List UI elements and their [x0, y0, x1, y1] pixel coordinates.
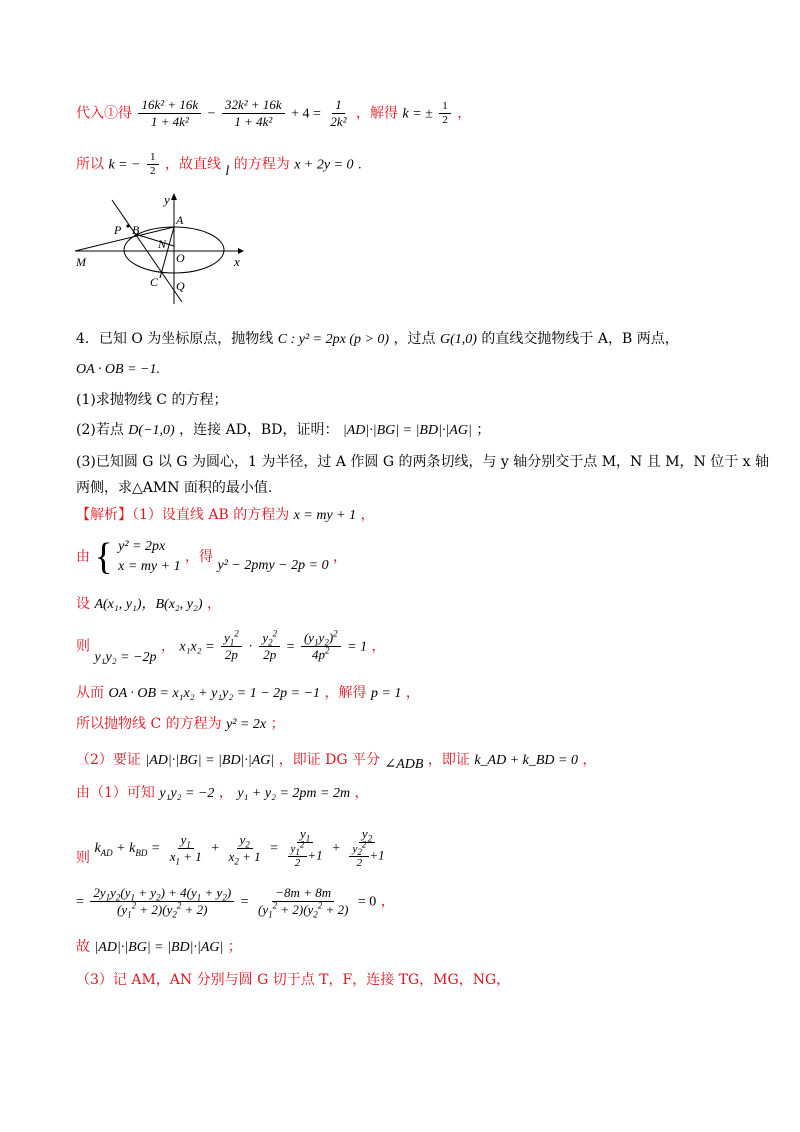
problem-4-q1: [76, 390, 227, 410]
math: l: [225, 163, 230, 179]
math: C : y² = 2px (p > 0): [277, 332, 390, 347]
text: 所以: [76, 156, 104, 173]
text: (2)若点: [76, 422, 124, 438]
problem-4-q2: [76, 420, 490, 441]
label-N: N: [158, 237, 167, 251]
label-M: M: [76, 255, 86, 269]
label-O: O: [176, 251, 185, 265]
text: ，: [371, 638, 386, 655]
solution-step-6: [76, 714, 285, 735]
text: ，过点: [393, 331, 436, 347]
text: 的直线交抛物线于 A，B 两点，: [481, 331, 679, 347]
math: y₁ + y₂ = 2pm = 2m: [237, 786, 351, 801]
text: ，: [333, 549, 348, 565]
problem-4-q3-line2: [76, 478, 272, 498]
text: ，故直线: [164, 156, 221, 173]
text: ，: [360, 507, 375, 523]
math: k = −: [108, 157, 141, 173]
fraction-denominator: 1 + 4k²: [234, 114, 273, 129]
text: 由（1）可知: [76, 785, 155, 801]
solution-step-9: 则 $k_{AD} + k_{BD}$ = $\frac{y_1}{x_1 + 1}$ + $\frac{y_2}{x_2 + 1}$ = $y_1$ $\frac{y_1^2}{2}$ +1 + $y_2$ $\frac{y_2^2}{2}$ +1: [76, 826, 385, 869]
label-C: C: [150, 275, 159, 289]
solution-line-conclusion: [76, 151, 362, 178]
text: （3）记 AM，AN 分别与圆 G 切于点 T，F，连接 TG，MG，NG，: [76, 972, 511, 988]
math: OA · OB = −1.: [76, 362, 160, 377]
text: 4．已知 O 为坐标原点，抛物线: [76, 331, 274, 347]
solution-line-substitution: 代入①得 $\frac{\text{16k² + 16k}}{\text{1 + 4k²}}$ − $\frac{\text{32k² + 16k}}{\text{1 + 4k²}}$ + 4 = $\frac{1}{\text{2k²}}$ ，解得 k = ± $\frac{1}{2}$ ，: [76, 97, 472, 129]
text: ，得: [185, 549, 214, 565]
label-A: A: [176, 213, 184, 227]
solution-step-1: [76, 505, 375, 526]
system-eq-2: x = my + 1: [118, 559, 181, 574]
text: （2）要证: [76, 752, 141, 768]
text: .: [358, 157, 362, 173]
text: 则: [76, 638, 90, 655]
line-AC: [160, 227, 174, 278]
math: x = my + 1: [293, 508, 357, 523]
problem-4-q3-line1: [76, 452, 769, 472]
fraction-numerator: 1: [147, 151, 159, 165]
text: ，即证: [427, 752, 470, 768]
solution-step-10: = $\frac{2y_1y_2(y_1 + y_2) + 4(y_1 + y_2)}{(y_1^2 + 2)(y_2^2 + 2)}$ = $\frac{-8m + 8m}{(y_1^2 + 2)(y_2^2 + 2)}$ = 0 ，: [76, 885, 395, 920]
solution-step-2: 由 { y² = 2px x = my + 1 ，得 y² − 2pmy − 2p = 0 ，: [76, 536, 348, 578]
fraction-numerator: 1: [439, 100, 451, 114]
system-eq-1: y² = 2px: [118, 539, 166, 554]
text: 两侧，求△AMN 面积的最小值.: [76, 480, 273, 496]
y-axis-arrow: [171, 193, 177, 200]
fraction-denominator: 1 + 4k²: [150, 114, 189, 129]
label-Q: Q: [176, 279, 185, 293]
text: 由: [76, 549, 90, 565]
text: ，解得: [324, 685, 367, 701]
fraction-numerator: 16k² + 16k: [138, 97, 201, 114]
math: x₁x₂ =: [179, 639, 215, 655]
text: 所以抛物线 C 的方程为: [76, 716, 222, 732]
text: ，连接 AD，BD，证明：: [179, 422, 339, 438]
solution-step-11: [76, 937, 242, 958]
math: = 1: [347, 639, 368, 655]
fraction-denominator: 2: [442, 114, 448, 126]
text: ，: [405, 685, 420, 701]
math: D(−1,0): [128, 423, 175, 438]
math: |AD|·|BG| = |BD|·|AG|: [94, 940, 224, 955]
math: x + 2y = 0: [294, 157, 354, 173]
text: ，: [206, 596, 221, 612]
text: (3)已知圆 G 以 G 为圆心，1 为半径，过 A 作圆 G 的两条切线，与 y 轴分别交于点 M，N 且 M，N 位于 x 轴: [76, 454, 770, 470]
text: 故: [76, 939, 90, 955]
text: ；: [476, 422, 491, 438]
solution-step-7: [76, 750, 596, 771]
solution-step-5: [76, 683, 420, 704]
math: = 0: [357, 894, 377, 910]
text: 从而: [76, 685, 104, 701]
math: k_AD + k_BD = 0: [474, 753, 578, 768]
problem-4-condition: [76, 359, 160, 380]
text: ，: [354, 785, 369, 801]
text: ；: [270, 716, 285, 732]
math: ∠ADB: [384, 757, 424, 772]
text: 设: [76, 596, 90, 612]
fraction-numerator: 1: [332, 97, 345, 114]
text: (1)求抛物线 C 的方程；: [76, 392, 228, 408]
text: 则: [76, 850, 90, 866]
text: ，: [582, 752, 597, 768]
label-B: B: [132, 223, 140, 237]
solution-step-12: [76, 970, 510, 990]
math: A(x₁, y₁)，B(x₂, y₂): [94, 597, 203, 612]
text: ，: [218, 785, 233, 801]
problem-4-intro: [76, 329, 679, 350]
math: + 4 =: [291, 106, 321, 122]
math: y² − 2pmy − 2p = 0: [217, 558, 329, 573]
fraction-numerator: 32k² + 16k: [222, 97, 285, 114]
text: ，即证 DG 平分: [278, 752, 381, 768]
text: 【解析】（1）设直线 AB 的方程为: [76, 507, 290, 523]
math: p = 1: [370, 686, 402, 701]
text: ；: [227, 939, 242, 955]
fraction-denominator: 2k²: [330, 114, 347, 129]
solution-step-4: 则 y₁y₂ = −2p ， x₁x₂ = $\frac{y_1^2}{2p}$ · $\frac{y_2^2}{2p}$ = $\frac{(y_1y_2)^2}{4p^2}$ = 1 ，: [76, 628, 386, 665]
math: y² = 2x: [226, 717, 267, 732]
solution-step-3: [76, 594, 221, 615]
solution-step-8: [76, 783, 369, 804]
math: OA · OB = x₁x₂ + y₁y₂ = 1 − 2p = −1: [108, 686, 321, 701]
line-BN: [135, 234, 174, 246]
point-P: [126, 224, 129, 227]
label-x: x: [234, 254, 240, 269]
label-P: P: [114, 223, 122, 237]
text: ，: [457, 105, 472, 122]
math: k = ±: [402, 106, 433, 122]
label-y: y: [164, 192, 170, 207]
text: 代入①得: [76, 105, 132, 122]
fraction-denominator: 2: [150, 165, 156, 177]
math: |AD|·|BG| = |BD|·|AG|: [342, 423, 472, 438]
text: ，解得: [356, 105, 399, 122]
math: |AD|·|BG| = |BD|·|AG|: [145, 753, 275, 768]
text: 的方程为: [233, 156, 290, 173]
text: ，: [160, 638, 175, 655]
math: G(1,0): [440, 332, 477, 347]
ellipse-figure: [70, 188, 260, 306]
math: y₁y₂ = −2p: [94, 649, 157, 665]
text: ，: [380, 893, 395, 910]
math: y₁y₂ = −2: [159, 786, 215, 801]
